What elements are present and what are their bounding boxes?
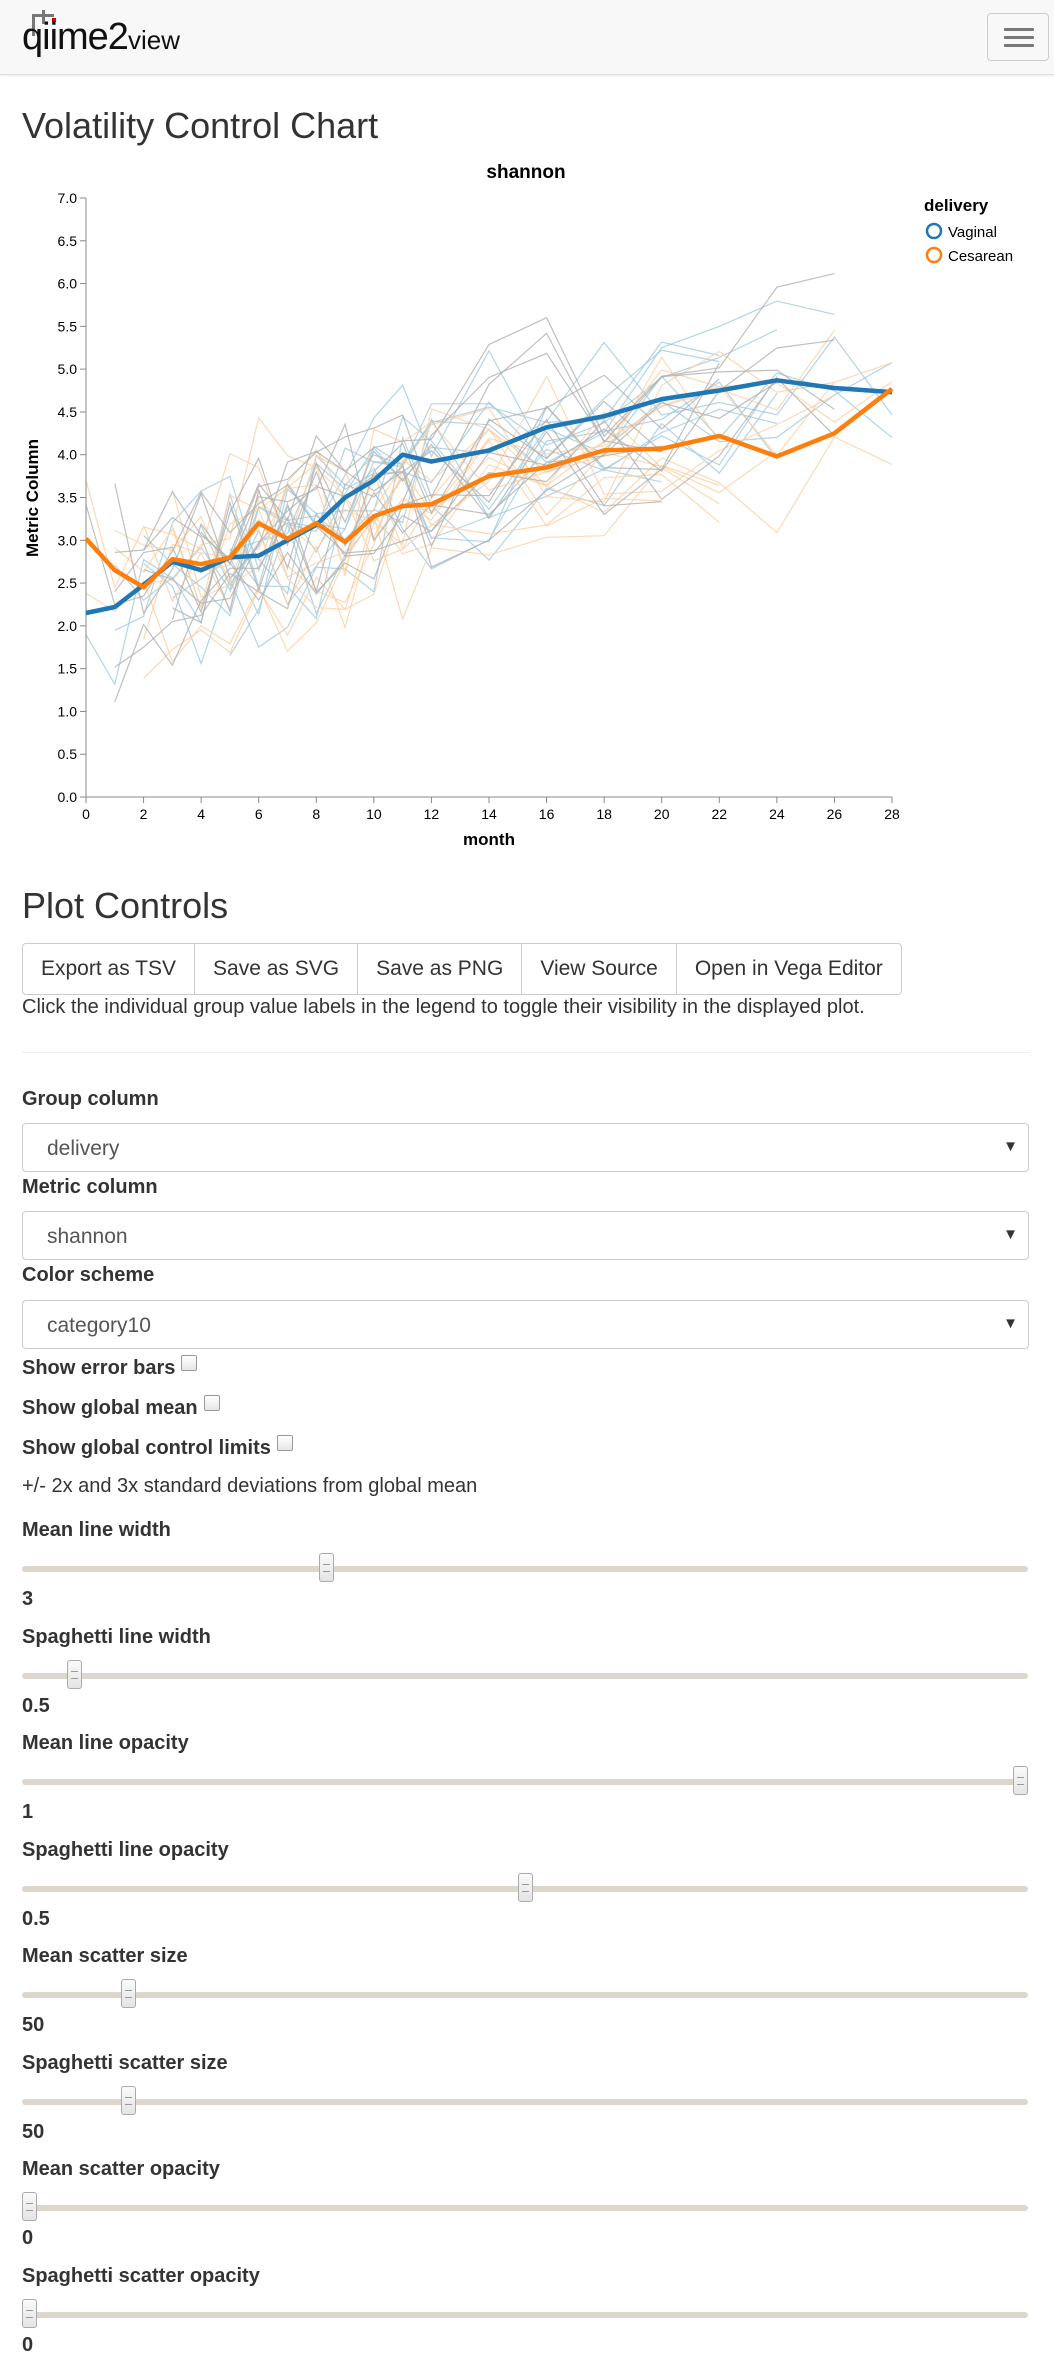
- spaghetti-scatter-size-label: Spaghetti scatter size: [22, 2051, 228, 2074]
- y-tick-label: 6.0: [57, 275, 77, 292]
- view-source-button[interactable]: View Source: [521, 943, 677, 995]
- mean-scatter-opacity-slider-handle[interactable]: [22, 2192, 37, 2221]
- y-tick-label: 2.0: [57, 617, 77, 634]
- spaghetti-scatter-opacity-value: 0: [22, 2333, 34, 2356]
- show-control-limits-label: Show global control limits: [22, 1437, 271, 1459]
- legend-label-cesarean: Cesarean: [948, 248, 1014, 265]
- x-tick-label: 14: [481, 806, 497, 822]
- page-title: Volatility Control Chart: [22, 105, 379, 146]
- hamburger-icon: [1004, 28, 1034, 31]
- x-tick-label: 18: [596, 806, 612, 822]
- color-scheme-label: Color scheme: [22, 1264, 155, 1286]
- navbar: [0, 0, 1054, 75]
- x-tick-label: 2: [139, 806, 148, 822]
- metric-column-label: Metric column: [22, 1176, 158, 1198]
- spaghetti-lines: [86, 274, 892, 702]
- spaghetti-line-width-slider[interactable]: [22, 1673, 1028, 1679]
- caret-down-icon: ▼: [1003, 1138, 1018, 1155]
- y-tick-label: 1.5: [57, 660, 77, 677]
- spaghetti-line-width-value: 0.5: [22, 1694, 50, 1717]
- show-control-limits-row: [22, 1437, 293, 1460]
- brand-logo[interactable]: [22, 10, 232, 68]
- spaghetti-scatter-size-slider-handle[interactable]: [121, 2086, 136, 2115]
- legend-item-vaginal[interactable]: [927, 224, 997, 241]
- legend-symbol-cesarean: [927, 248, 941, 262]
- spaghetti-line-opacity-value: 0.5: [22, 1907, 50, 1930]
- y-tick-label: 3.5: [57, 489, 77, 506]
- group-column-label: Group column: [22, 1088, 159, 1110]
- y-tick-label: 4.5: [57, 403, 77, 420]
- mean-scatter-opacity-value: 0: [22, 2227, 34, 2249]
- group-column-value: delivery: [47, 1137, 120, 1160]
- hamburger-icon: [1004, 36, 1034, 39]
- y-tick-label: 7.0: [57, 190, 77, 206]
- mean-line-opacity-value: 1: [22, 1801, 34, 1823]
- y-tick-label: 5.5: [57, 318, 77, 335]
- export-tsv-button[interactable]: Export as TSV: [22, 943, 195, 995]
- brand-text: qiime2view: [22, 16, 180, 58]
- show-control-limits-checkbox[interactable]: [277, 1435, 293, 1451]
- y-tick-label: 1.0: [57, 703, 77, 720]
- spaghetti-scatter-opacity-slider-handle[interactable]: [22, 2299, 37, 2328]
- y-tick-label: 4.0: [57, 446, 77, 463]
- mean-line-opacity-slider[interactable]: [22, 1779, 1028, 1785]
- x-tick-label: 0: [82, 806, 90, 822]
- x-tick-label: 6: [254, 806, 263, 822]
- legend-title: delivery: [924, 196, 989, 215]
- divider: [22, 1052, 1030, 1053]
- x-tick-label: 12: [423, 806, 440, 822]
- x-tick-label: 8: [312, 806, 321, 822]
- mean-lines: [86, 380, 892, 613]
- caret-down-icon: ▼: [1003, 1315, 1018, 1332]
- mean-scatter-size-slider[interactable]: [22, 1992, 1028, 1998]
- control-limits-note: +/- 2x and 3x standard deviations from global mean: [22, 1475, 478, 1497]
- x-tick-label: 20: [653, 806, 670, 822]
- plot-controls-title: Plot Controls: [22, 885, 229, 926]
- legend-symbol-vaginal: [927, 224, 941, 238]
- mean-line-opacity-slider-handle[interactable]: [1013, 1766, 1028, 1795]
- group-column-select[interactable]: [22, 1123, 1029, 1172]
- show-error-bars-label: Show error bars: [22, 1357, 176, 1379]
- y-tick-label: 3.0: [57, 532, 77, 549]
- x-tick-label: 26: [826, 806, 843, 822]
- volatility-chart: [0, 150, 1054, 860]
- mean-scatter-size-slider-handle[interactable]: [121, 1979, 136, 2008]
- spaghetti-line-opacity-slider-handle[interactable]: [518, 1873, 533, 1902]
- mean-line-opacity-label: Mean line opacity: [22, 1732, 189, 1754]
- spaghetti-scatter-size-slider[interactable]: [22, 2099, 1028, 2105]
- spaghetti-line-width-slider-handle[interactable]: [67, 1660, 82, 1689]
- x-axis-label: month: [463, 830, 515, 849]
- legend-label-vaginal: Vaginal: [948, 224, 997, 241]
- show-error-bars-row: [22, 1357, 197, 1380]
- legend-item-cesarean[interactable]: [927, 248, 1013, 265]
- x-tick-label: 16: [538, 806, 555, 822]
- spaghetti-line-width-label: Spaghetti line width: [22, 1625, 211, 1648]
- chart-title: shannon: [486, 162, 566, 183]
- mean-line-width-value: 3: [22, 1588, 34, 1610]
- x-tick-label: 24: [769, 806, 785, 822]
- y-tick-label: 2.5: [57, 575, 77, 592]
- x-tick-label: 28: [884, 806, 900, 822]
- show-global-mean-checkbox[interactable]: [204, 1395, 220, 1411]
- mean-scatter-size-label: Mean scatter size: [22, 1945, 188, 1967]
- mean-line-width-slider[interactable]: [22, 1566, 1028, 1572]
- chart-legend: [924, 196, 1013, 265]
- show-global-mean-label: Show global mean: [22, 1397, 198, 1419]
- legend-help-text: Click the individual group value labels in the legend to toggle their visibility in the displayed plot.: [22, 996, 865, 1018]
- spaghetti-line-opacity-slider[interactable]: [22, 1886, 1028, 1892]
- save-svg-button[interactable]: Save as SVG: [194, 943, 358, 995]
- mean-line-vaginal: [86, 380, 892, 613]
- metric-column-select[interactable]: [22, 1211, 1029, 1260]
- save-png-button[interactable]: Save as PNG: [357, 943, 522, 995]
- y-tick-label: 0.5: [57, 746, 77, 763]
- color-scheme-value: category10: [47, 1314, 151, 1337]
- spaghetti-scatter-size-value: 50: [22, 2120, 45, 2143]
- y-tick-label: 0.0: [57, 789, 77, 805]
- spaghetti-scatter-opacity-slider[interactable]: [22, 2312, 1028, 2318]
- open-vega-editor-button[interactable]: Open in Vega Editor: [676, 943, 902, 995]
- x-tick-label: 10: [366, 806, 382, 822]
- y-axis-label: Metric Column: [23, 438, 42, 558]
- mean-scatter-size-value: 50: [22, 2014, 45, 2036]
- mean-scatter-opacity-slider[interactable]: [22, 2205, 1028, 2211]
- show-global-mean-row: [22, 1397, 220, 1420]
- export-button-group: [22, 943, 902, 995]
- chart-svg: [0, 150, 1054, 860]
- spaghetti-scatter-opacity-label: Spaghetti scatter opacity: [22, 2264, 260, 2287]
- y-tick-label: 6.5: [57, 232, 77, 249]
- mean-line-width-label: Mean line width: [22, 1519, 171, 1541]
- show-error-bars-checkbox[interactable]: [181, 1355, 197, 1371]
- x-tick-label: 22: [711, 806, 728, 822]
- spaghetti-line-opacity-label: Spaghetti line opacity: [22, 1838, 229, 1861]
- menu-toggle-button[interactable]: [987, 13, 1049, 61]
- x-tick-label: 4: [197, 806, 206, 822]
- color-scheme-select[interactable]: [22, 1300, 1029, 1349]
- caret-down-icon: ▼: [1003, 1226, 1018, 1243]
- mean-line-width-slider-handle[interactable]: [319, 1553, 334, 1582]
- metric-column-value: shannon: [47, 1225, 128, 1248]
- hamburger-icon: [1004, 44, 1034, 47]
- y-tick-label: 5.0: [57, 361, 77, 378]
- mean-scatter-opacity-label: Mean scatter opacity: [22, 2158, 220, 2180]
